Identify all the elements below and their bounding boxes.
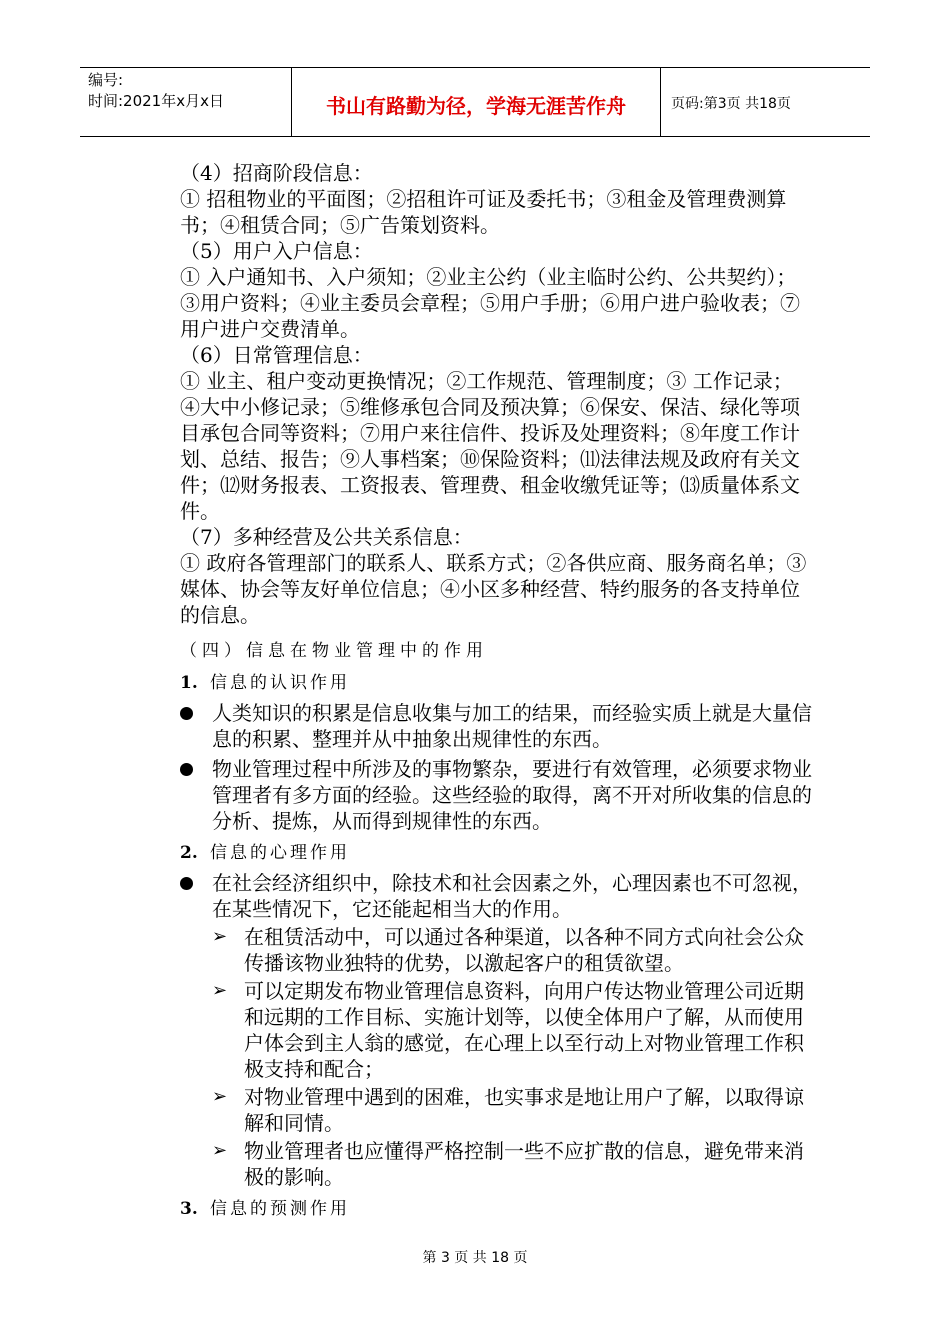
heading-3 xyxy=(180,1196,812,1222)
heading-1-number: 1. xyxy=(180,673,198,693)
bullet-text: 在社会经济组织中，除技术和社会因素之外，心理因素也不可忽视，在某些情况下，它还能起相当大的作用。 xyxy=(212,871,812,921)
arrow-text: 物业管理者也应懂得严格控制一些不应扩散的信息，避免带来消极的影响。 xyxy=(244,1139,804,1189)
document-body xyxy=(180,160,812,1222)
heading-1 xyxy=(180,670,812,696)
heading-1-text: 信息的认识作用 xyxy=(210,673,350,693)
s5-text: ① 入户通知书、入户须知；②业主公约（业主临时公约、公共契约）；③用户资料；④业主委员会章程；⑤用户手册；⑥用户进户验收表；⑦用户进户交费清单。 xyxy=(180,265,800,341)
bullet-item xyxy=(180,870,812,922)
s4-title: （4）招商阶段信息： xyxy=(180,161,373,185)
bullet-text: 人类知识的积累是信息收集与加工的结果，而经验实质上就是大量信息的积累、整理并从中抽象出规律性的东西。 xyxy=(212,701,812,751)
bullet-dot-icon xyxy=(180,756,212,834)
heading-3-text: 信息的预测作用 xyxy=(210,1199,350,1219)
arrow-bullet-icon: ➢ xyxy=(212,1086,228,1107)
bullet-item xyxy=(180,700,812,752)
header-motto: 书山有路勤为径，学海无涯苦作舟 xyxy=(292,68,661,136)
heading-3-number: 3. xyxy=(180,1199,198,1219)
bullet-dot-icon xyxy=(180,870,212,922)
arrow-item xyxy=(212,924,812,976)
arrow-text: 对物业管理中遇到的困难，也实事求是地让用户了解，以取得谅解和同情。 xyxy=(244,1085,804,1135)
bullet-item xyxy=(180,756,812,834)
bullet-dot-icon xyxy=(180,700,212,752)
s7-title: （7）多种经营及公共关系信息： xyxy=(180,525,473,549)
page-footer: 第 3 页 共 18 页 xyxy=(422,1250,528,1266)
header-meta xyxy=(80,68,292,136)
date-label: 时间:2021年x月x日 xyxy=(88,92,224,110)
heading-2 xyxy=(180,840,812,866)
arrow-item xyxy=(212,1084,812,1136)
code-label: 编号: xyxy=(88,71,124,89)
arrow-text: 可以定期发布物业管理信息资料，向用户传达物业管理公司近期和远期的工作目标、实施计划等，以使全体用户了解，从而使用户体会到主人翁的感觉，在心理上以至行动上对物业管理工作积极支持和配合； xyxy=(244,979,804,1081)
bullet-text: 物业管理过程中所涉及的事物繁杂，要进行有效管理，必须要求物业管理者有多方面的经验。这些经验的取得，离不开对所收集的信息的分析、提炼，从而得到规律性的东西。 xyxy=(212,757,812,833)
arrow-item xyxy=(212,978,812,1082)
heading-2-text: 信息的心理作用 xyxy=(210,843,350,863)
arrow-text: 在租赁活动中，可以通过各种渠道，以各种不同方式向社会公众传播该物业独特的优势，以激起客户的租赁欲望。 xyxy=(244,925,804,975)
s7-text: ① 政府各管理部门的联系人、联系方式；②各供应商、服务商名单；③媒体、协会等友好单位信息；④小区多种经营、特约服务的各支持单位的信息。 xyxy=(180,551,807,627)
arrow-bullet-icon: ➢ xyxy=(212,1140,228,1161)
arrow-item xyxy=(212,1138,812,1190)
s6-title: （6）日常管理信息： xyxy=(180,343,373,367)
section-heading: （四）信息在物业管理中的作用 xyxy=(180,641,488,661)
s4-text: ① 招租物业的平面图；②招租许可证及委托书；③租金及管理费测算书；④租赁合同；⑤广告策划资料。 xyxy=(180,187,787,237)
s6-text: ① 业主、租户变动更换情况；②工作规范、管理制度；③ 工作记录；④大中小修记录；⑤维修承包合同及预决算；⑥保安、保洁、绿化等项目承包合同等资料；⑦用户来往信件、投诉及处理资料；⑧年度工作计划、总结、报告；⑨人事档案；⑩保险资料；⑾法律法规及政府有关文件；⑿财务报表、工资报表、管理费、租金收缴凭证等；⒀质量体系文件。 xyxy=(180,369,800,523)
arrow-bullet-icon: ➢ xyxy=(212,926,228,947)
s5-title: （5）用户入户信息： xyxy=(180,239,373,263)
page-header xyxy=(80,67,870,137)
header-page-info: 页码:第3页 共18页 xyxy=(671,96,791,112)
arrow-bullet-icon: ➢ xyxy=(212,980,228,1001)
heading-2-number: 2. xyxy=(180,843,198,863)
